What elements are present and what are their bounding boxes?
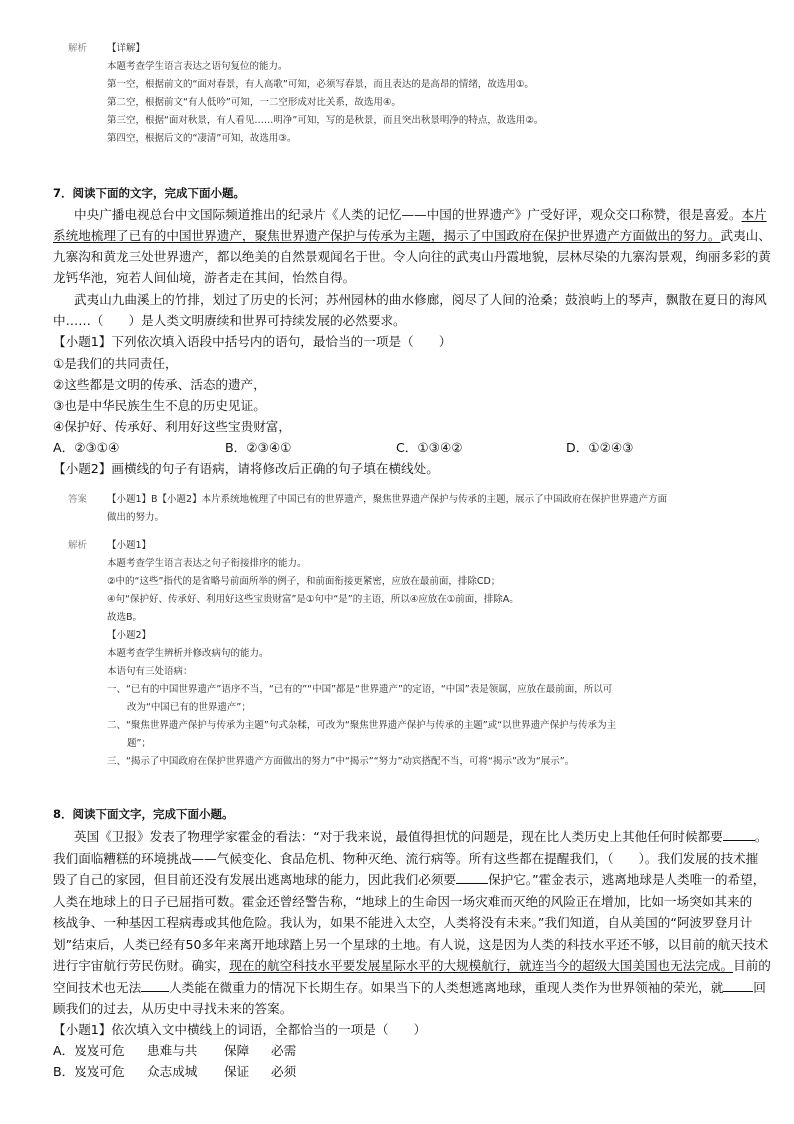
passage-line [53, 869, 765, 890]
passage-text: 进行宇宙航行劳民伤财。确实， [53, 958, 230, 973]
passage-text: 武夷山、 [720, 228, 771, 243]
option-a-word: 保障 [224, 1043, 250, 1058]
analysis-line: 三、“揭示了中国政府在保护世界遗产方面做出的努力”中“揭示”“努力”动宾搭配不当，可将“揭示”改为“展示”。 [107, 756, 575, 767]
option-d[interactable]: D．①②④③ [566, 440, 634, 455]
analysis-line: 第二空，根据前文“有人低吟”可知，一二空形成对比关系，故选用④。 [107, 97, 401, 108]
analysis-label: 解析 [68, 540, 88, 551]
choice-item: ②这些都是文明的传承、活态的遗产， [53, 377, 266, 392]
option-c[interactable]: C．①③④② [396, 440, 463, 455]
underlined-text: 现在的航空科技水平要发展星际水平的大规模航行，就连当今的超级大国美国也无法完成。 [229, 958, 734, 973]
analysis-line: ②中的“这些”指代的是省略号前面所举的例子，和前面衔接更紧密，应放在最前面，排除CD； [107, 576, 501, 587]
fill-blank-1[interactable] [723, 828, 755, 841]
option-b-word: 众志成城 [147, 1064, 198, 1079]
option-a-word: 必需 [271, 1043, 297, 1058]
passage-line [53, 225, 771, 246]
passage-line: 九寨沟和黄龙三处世界遗产，都以绝美的自然景观闻名于世。令人向往的武夷山丹霞地貌，层林尽染的九寨沟景观，绚丽多彩的黄 [53, 249, 771, 264]
passage-line: 武夷山九曲溪上的竹排，划过了历史的长河；苏州园林的曲水修廊，阅尽了人间的沧桑；鼓浪屿上的琴声，飘散在夏日的海风 [74, 292, 767, 307]
passage-text: 英国《卫报》发表了物理学家霍金的看法：“对于我来说，最值得担忧的问题是，现在比人类历史上其他任何时候都要 [74, 829, 723, 844]
fill-blank-4[interactable] [723, 979, 753, 992]
analysis-line: 【详解】 [107, 43, 146, 54]
analysis-line: 本题考查学生语言表达之语句复位的能力。 [107, 61, 288, 72]
option-b-label[interactable]: B．岌岌可危 [53, 1064, 125, 1079]
passage-line: 人类在地球上的日子已屈指可数。霍金还曾经警告称，“地球上的生命因一场灾难而灭绝的风险正在增加，比如一场突如其来的 [53, 894, 753, 909]
analysis-line: 本语句有三处语病： [107, 666, 193, 677]
option-a-word: 患难与共 [147, 1043, 198, 1058]
answer-label: 答案 [68, 494, 88, 505]
choice-item: ①是我们的共同责任， [53, 356, 178, 371]
passage-text: 保护它。”霍金表示，逃离地球是人类唯一的希望， [488, 872, 766, 887]
choice-item: ④保护好、传承好、利用好这些宝贵财富， [53, 419, 291, 434]
choice-item: ③也是中华民族生生不息的历史见证。 [53, 398, 266, 413]
passage-text: 目前的 [733, 958, 771, 973]
analysis-line: 故选B。 [107, 612, 143, 623]
passage-text: 。 [754, 829, 768, 844]
passage-line: 划”结束后，人类已经有50多年来离开地球踏上另一个星球的土地。有人说，这是因为人类的科技水平还不够，以目前的航天技术 [53, 937, 769, 952]
answer-line: 做出的努力。 [107, 512, 165, 523]
analysis-line: 本题考查学生语言表达之句子衔接排序的能力。 [107, 558, 307, 569]
option-a[interactable]: A．②③①④ [53, 440, 120, 455]
analysis-line: 一、“已有的中国世界遗产”语序不当，“已有的”“中国”都是“世界遗产”的定语，“中国”表是领属，应放在最前面，所以可 [107, 684, 613, 695]
fill-blank-3[interactable] [141, 979, 169, 992]
passage-text: 回 [753, 980, 766, 995]
analysis-line: 【小题2】 [107, 630, 152, 641]
passage-text: 空间技术也无法 [53, 980, 142, 995]
fill-blank-2[interactable] [456, 871, 488, 884]
passage-line [74, 204, 767, 225]
analysis-line: 题”； [127, 738, 151, 749]
analysis-line: 第四空，根据后文的“凄清”可知，故选用③。 [107, 133, 297, 144]
analysis-line: 第三空，根据“面对秋景，有人看见……明净”可知，写的是秋景，而且突出秋景明净的特点，故选用②。 [107, 115, 544, 126]
passage-line [53, 977, 766, 998]
analysis-line: ④句“保护好、传承好、利用好这些宝贵财富”是①句中“是”的主语，所以④应放在①前面，排除A。 [107, 594, 519, 605]
analysis-line: 第一空，根据前文的“面对春景，有人高歌”可知，必须写春景，而且表达的是高昂的情绪，故选用①。 [107, 79, 534, 90]
subquestion-1: 【小题1】依次填入文中横线上的词语，全都恰当的一项是（ ） [53, 1022, 427, 1037]
analysis-line: 二、“聚焦世界遗产保护与传承为主题”句式杂糅，可改为“聚焦世界遗产保护与传承的主题”或“以世界遗产保护与传承为主 [107, 720, 617, 731]
subquestion-1: 【小题1】下列依次填入语段中括号内的语句，最恰当的一项是（ ） [53, 334, 452, 349]
option-b[interactable]: B．②③④① [225, 440, 292, 455]
passage-line: 核战争、一种基因工程病毒或其他危险。我认为，如果不能进入太空，人类将没有未来。”我们知道，自从美国的“阿波罗登月计 [53, 915, 753, 930]
question-8-heading: 8．阅读下面文字，完成下面小题。 [53, 807, 234, 821]
option-b-word: 必须 [271, 1064, 297, 1079]
passage-line: 我们面临糟糕的环境挑战——气候变化、食品危机、物种灭绝、流行病等。所有这些都在提醒我们，（ ）。我们发展的技术摧 [53, 851, 759, 866]
passage-text: 中央广播电视总台中文国际频道推出的纪录片《人类的记忆——中国的世界遗产》广受好评，观众交口称赞，很是喜爱。 [74, 207, 742, 222]
answer-line: 【小题1】B【小题2】本片系统地梳理了中国已有的世界遗产，聚焦世界遗产保护与传承的主题，展示了中国政府在保护世界遗产方面 [107, 494, 668, 505]
analysis-line: 本题考查学生辨析并修改病句的能力。 [107, 648, 269, 659]
analysis-label: 解析 [68, 43, 88, 54]
analysis-line: 【小题1】 [107, 540, 152, 551]
passage-text: 人类能在微重力的情况下长期生存。如果当下的人类想逃离地球，重现人类作为世界领袖的荣光，就 [169, 980, 724, 995]
question-7-heading: 7．阅读下面的文字，完成下面小题。 [53, 186, 245, 200]
underlined-text: 系统地梳理了已有的中国世界遗产，聚焦世界遗产保护与传承为主题，揭示了中国政府在保护世界遗产方面做出的努力。 [53, 228, 721, 243]
option-a-label[interactable]: A．岌岌可危 [53, 1043, 125, 1058]
underlined-text: 本片 [741, 207, 767, 222]
passage-line: 中……（ ）是人类文明赓续和世界可持续发展的必然要求。 [53, 313, 406, 328]
passage-line [74, 826, 767, 847]
subquestion-2: 【小题2】画横线的句子有语病，请将修改后正确的句子填在横线处。 [53, 461, 439, 476]
passage-line: 顾我们的过去，从历史中寻找未来的答案。 [53, 1001, 293, 1016]
option-b-word: 保证 [224, 1064, 250, 1079]
analysis-line: 改为“中国已有的世界遗产”； [127, 702, 251, 713]
passage-line [53, 955, 771, 976]
passage-line: 龙钙华池，宛若人间仙境，游者走在其间，怡然自得。 [53, 270, 356, 285]
passage-text: 毁了自己的家园，但目前还没有发展出逃离地球的能力，因此我们必须要 [53, 872, 456, 887]
